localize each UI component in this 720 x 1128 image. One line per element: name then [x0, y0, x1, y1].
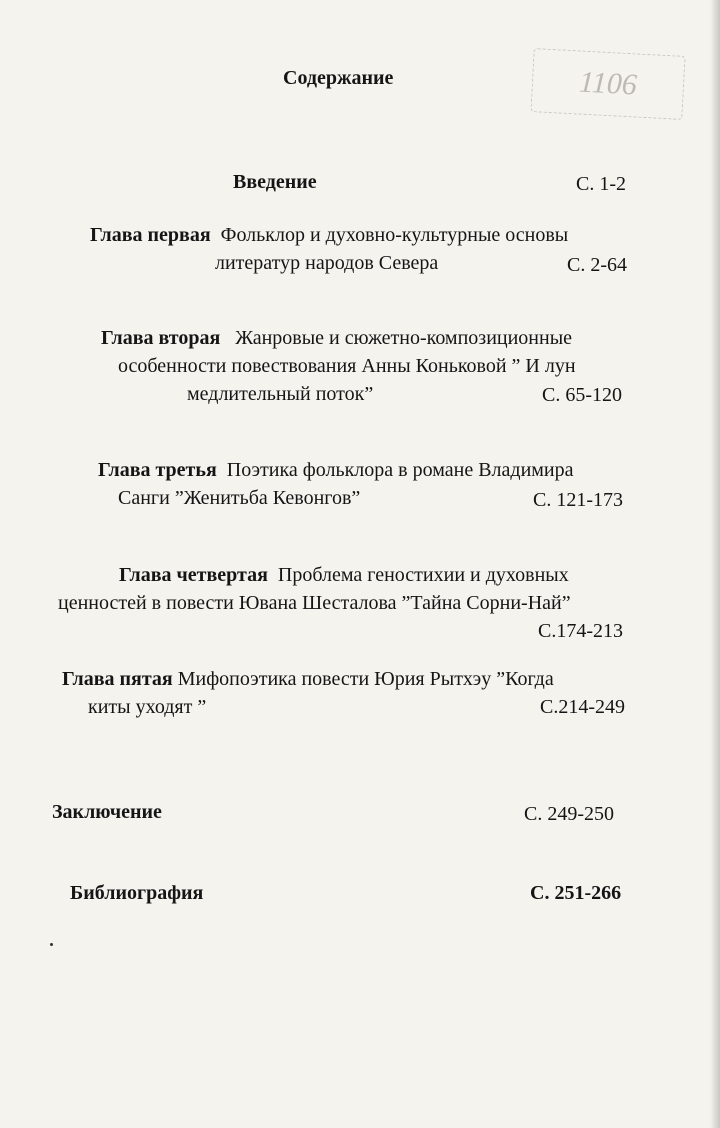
page-speck — [50, 943, 53, 946]
toc-chapter1-line2: литератур народов Севера — [215, 252, 439, 274]
toc-chapter3-page: С. 121-173 — [533, 489, 623, 511]
toc-chapter2-line1 — [101, 326, 572, 350]
page-edge-shadow — [710, 0, 720, 1128]
toc-chapter2-title: Жанровые и сюжетно-композиционные — [235, 327, 573, 349]
toc-chapter3-line2: Санги ”Женитьба Кевонгов” — [118, 487, 361, 509]
toc-chapter2-page: С. 65-120 — [542, 384, 622, 406]
toc-intro-page: С. 1-2 — [576, 173, 626, 195]
stamp-text: 1106 — [578, 65, 638, 102]
toc-chapter1-label: Глава первая — [90, 224, 211, 246]
toc-chapter3-title: Поэтика фольклора в романе Владимира — [226, 459, 574, 481]
toc-chapter5-title: Мифопоэтика повести Юрия Рытхэу ”Когда — [177, 668, 554, 690]
toc-chapter3-label: Глава третья — [98, 459, 217, 481]
toc-chapter4-line2: ценностей в повести Ювана Шесталова ”Тайна Сорни-Най” — [58, 592, 571, 614]
toc-chapter1-line1 — [90, 223, 568, 247]
toc-chapter5-label: Глава пятая — [62, 668, 173, 690]
toc-intro-name: Введение — [233, 171, 317, 193]
toc-chapter3-line1 — [98, 458, 574, 482]
toc-chapter2-line3: медлительный поток” — [187, 383, 374, 405]
toc-chapter4-page: С.174-213 — [538, 620, 623, 642]
toc-chapter1-title: Фольклор и духовно-культурные основы — [220, 224, 569, 246]
toc-chapter4-line1 — [119, 563, 569, 587]
toc-chapter5-line2: киты уходят ” — [88, 696, 207, 718]
toc-bibliography-name: Библиография — [70, 882, 204, 904]
toc-chapter2-label: Глава вторая — [101, 327, 221, 349]
toc-bibliography-page: С. 251-266 — [530, 882, 622, 904]
toc-chapter4-title: Проблема геностихии и духовных — [277, 564, 569, 586]
library-stamp — [530, 48, 685, 120]
toc-chapter1-page: С. 2-64 — [567, 254, 627, 276]
toc-conclusion-page: С. 249-250 — [524, 803, 614, 825]
toc-chapter2-line2: особенности повествования Анны Коньковой ” И лун — [118, 355, 576, 377]
page-title: Содержание — [283, 67, 394, 89]
toc-conclusion-name: Заключение — [52, 801, 162, 823]
toc-chapter5-line1 — [62, 667, 554, 691]
toc-chapter5-page: С.214-249 — [540, 696, 625, 718]
toc-chapter4-label: Глава четвертая — [119, 564, 268, 586]
